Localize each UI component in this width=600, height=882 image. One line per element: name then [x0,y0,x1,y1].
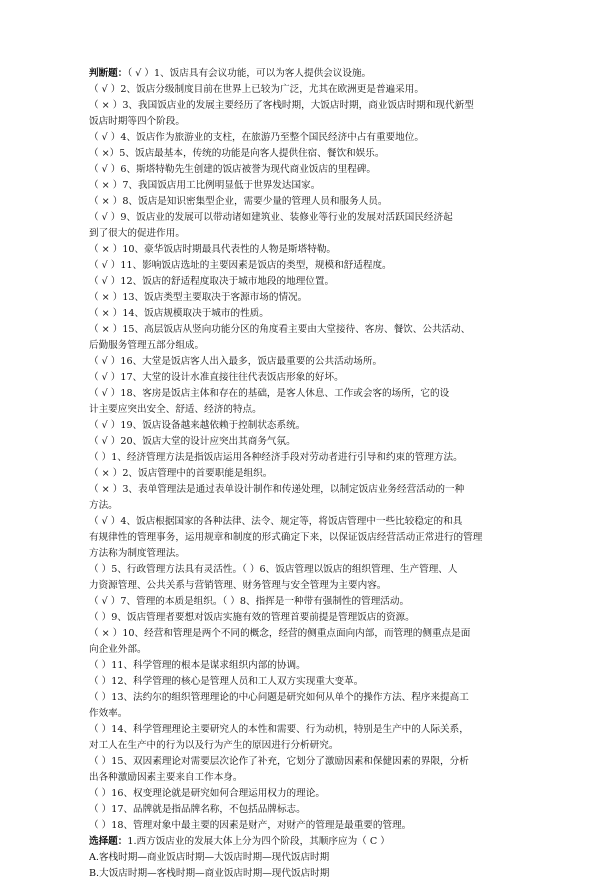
line-text: （ √ ）20、饭店大堂的设计应突出其商务气氛。 [89,436,296,447]
line-text: （ √ ）6、斯塔特勒先生创建的饭店被誉为现代商业饭店的里程碑。 [89,164,376,175]
line-text: 对工人在生产中的行为以及行为产生的原因进行分析研究。 [89,740,339,751]
text-line [89,738,529,754]
line-text: （ ）12、科学管理的核心是管理人员和工人双方实现重大变革。 [89,676,364,687]
line-text: （ ）11、科学管理的根本是谋求组织内部的协调。 [89,660,306,671]
text-line [89,706,529,722]
line-text: 到了很大的促进作用。 [89,228,185,239]
line-text: 计主要应突出安全、舒适、经济的特点。 [89,404,262,415]
text-line [89,66,529,82]
text-line [89,82,529,98]
line-text: （ × ）15、高层饭店从竖向功能分区的角度看主要由大堂接待、客房、餐饮、公共活动、 [89,324,471,335]
text-line [89,290,529,306]
line-text: 力资源管理、公共关系与营销管理、财务管理与安全管理为主要内容。 [89,580,387,591]
line-text: （ × ）14、饭店规模取决于城市的性质。 [89,308,269,319]
text-line [89,418,529,434]
text-line [89,834,529,850]
line-text: （ √ ）7、管理的本质是组织。（ ）8、指挥是一种带有强制性的管理活动。 [89,596,410,607]
line-text: （ × ）13、饭店类型主要取决于客源市场的情况。 [89,292,308,303]
text-line [89,690,529,706]
line-text: （ × ）8、饭店是知识密集型企业，需要少量的管理人员和服务人员。 [89,196,388,207]
line-text: （ ）18、管理对象中最主要的因素是财产，对财产的管理是最重要的管理。 [89,820,412,831]
line-text: （ √ ）17、大堂的设计水准直接往往代表饭店形象的好坏。 [89,372,344,383]
text-line [89,722,529,738]
document-body [89,66,529,882]
text-line [89,242,529,258]
text-line [89,210,529,226]
line-text: A.客栈时期—商业饭店时期—大饭店时期—现代饭店时期 [89,852,330,863]
text-line [89,338,529,354]
line-text: 后勤服务管理五部分组成。 [89,340,205,351]
text-line [89,386,529,402]
line-text: （ √ ）4、饭店根据国家的各种法律、法令、规定等，将饭店管理中一些比较稳定的和具 [89,516,463,527]
line-text: （ ）16、权变理论就是研究如何合理运用权力的理论。 [89,788,325,799]
text-line [89,98,529,114]
line-text: （ ）15、双因素理论对需要层次论作了补充，它划分了激励因素和保健因素的界限，分析 [89,756,469,767]
text-line [89,578,529,594]
line-text: （ ）13、法约尔的组织管理理论的中心问题是研究如何从单个的操作方法、程序来提高工 [89,692,469,703]
line-text: 有规律性的管理事务，运用规章和制度的形式确定下来，以保证饭店经营活动正常进行的管理 [89,532,483,543]
text-line [89,754,529,770]
text-line [89,610,529,626]
text-line [89,114,529,130]
line-text: （ × ）10、豪华饭店时期最具代表性的人物是斯塔特勒。 [89,244,337,255]
line-text: 方法称为制度管理法。 [89,548,185,559]
line-text: （ ）1、经济管理方法是指饭店运用各种经济手段对劳动者进行引导和约束的管理方法。 [89,452,463,463]
line-text: （ √ ）1、饭店具有会议功能，可以为客人提供会议设施。 [127,68,372,79]
text-line [89,306,529,322]
text-line [89,850,529,866]
text-line [89,322,529,338]
line-text: （ √ ）19、饭店设备越来越依赖于控制状态系统。 [89,420,306,431]
line-text: （ √ ）2、饭店分级制度目前在世界上已较为广泛，尤其在欧洲更是普遍采用。 [89,84,424,95]
line-text: （ √ ）11、影响饭店选址的主要因素是饭店的类型，规模和舒适程度。 [89,260,392,271]
line-text: 作效率。 [89,708,128,719]
text-line [89,482,529,498]
line-text: （ ）17、品牌就是指品牌名称，不包括品牌标志。 [89,804,306,815]
section-heading: 选择题： [89,836,128,847]
line-text: （ × ）2、饭店管理中的首要职能是组织。 [89,468,273,479]
text-line [89,146,529,162]
text-line [89,178,529,194]
text-line [89,658,529,674]
line-text: （ ）14、科学管理理论主要研究人的本性和需要、行为动机，特别是生产中的人际关系， [89,724,469,735]
line-text: （ ）9、饭店管理者要想对饭店实施有效的管理首要前提是管理饭店的资源。 [89,612,415,623]
text-line [89,466,529,482]
line-text: （ × ）3、我国饭店业的发展主要经历了客栈时期，大饭店时期，商业饭店时期和现代新型 [89,100,474,111]
line-text: （ √ ）12、饭店的舒适程度取决于城市地段的地理位置。 [89,276,335,287]
text-line [89,370,529,386]
line-text: B.大饭店时期—客栈时期—商业饭店时期—现代饭店时期 [89,868,330,879]
text-line [89,402,529,418]
line-text: 方法。 [89,500,118,511]
line-text: （ √ ）4、饭店作为旅游业的支柱，在旅游乃至整个国民经济中占有重要地位。 [89,132,424,143]
line-text: （ × ）3、表单管理法是通过表单设计制作和传递处理，以制定饭店业务经营活动的一种 [89,484,465,495]
text-line [89,498,529,514]
line-text: 向企业外部。 [89,644,147,655]
text-line [89,226,529,242]
line-text: （ ）5、行政管理方法具有灵活性。（ ）6、饭店管理以饭店的组织管理、生产管理、人 [89,564,458,575]
line-text: （ √ ）9、饭店业的发展可以带动诸如建筑业、装修业等行业的发展对活跃国民经济起 [89,212,453,223]
text-line [89,866,529,882]
text-line [89,274,529,290]
text-line [89,626,529,642]
text-line [89,530,529,546]
text-line [89,818,529,834]
text-line [89,514,529,530]
text-line [89,642,529,658]
line-text: 出各种激励因素主要来自工作本身。 [89,772,243,783]
text-line [89,562,529,578]
text-line [89,130,529,146]
line-text: （ × ）7、我国饭店用工比例明显低于世界发达国家。 [89,180,321,191]
line-text: （ √ ）18、客房是饭店主体和存在的基础，是客人休息、工作或会客的场所，它的设 [89,388,450,399]
text-line [89,674,529,690]
text-line [89,770,529,786]
text-line [89,802,529,818]
text-line [89,434,529,450]
text-line [89,194,529,210]
text-line [89,162,529,178]
text-line [89,354,529,370]
line-text: （ ×）5、饭店最基本，传统的功能是向客人提供住宿、餐饮和娱乐。 [89,148,385,159]
text-line [89,594,529,610]
section-heading: 判断题： [89,68,128,79]
text-line [89,546,529,562]
line-text: 1.西方饭店业的发展大体上分为四个阶段，其顺序应为（ C ） [127,836,390,847]
text-line [89,258,529,274]
line-text: 饭店时期等四个阶段。 [89,116,185,127]
text-line [89,786,529,802]
line-text: （ × ）10、经营和管理是两个不同的概念，经营的侧重点面向内部，而管理的侧重点是面 [89,628,471,639]
text-line [89,450,529,466]
line-text: （ √ ）16、大堂是饭店客人出入最多，饭店最重要的公共活动场所。 [89,356,383,367]
